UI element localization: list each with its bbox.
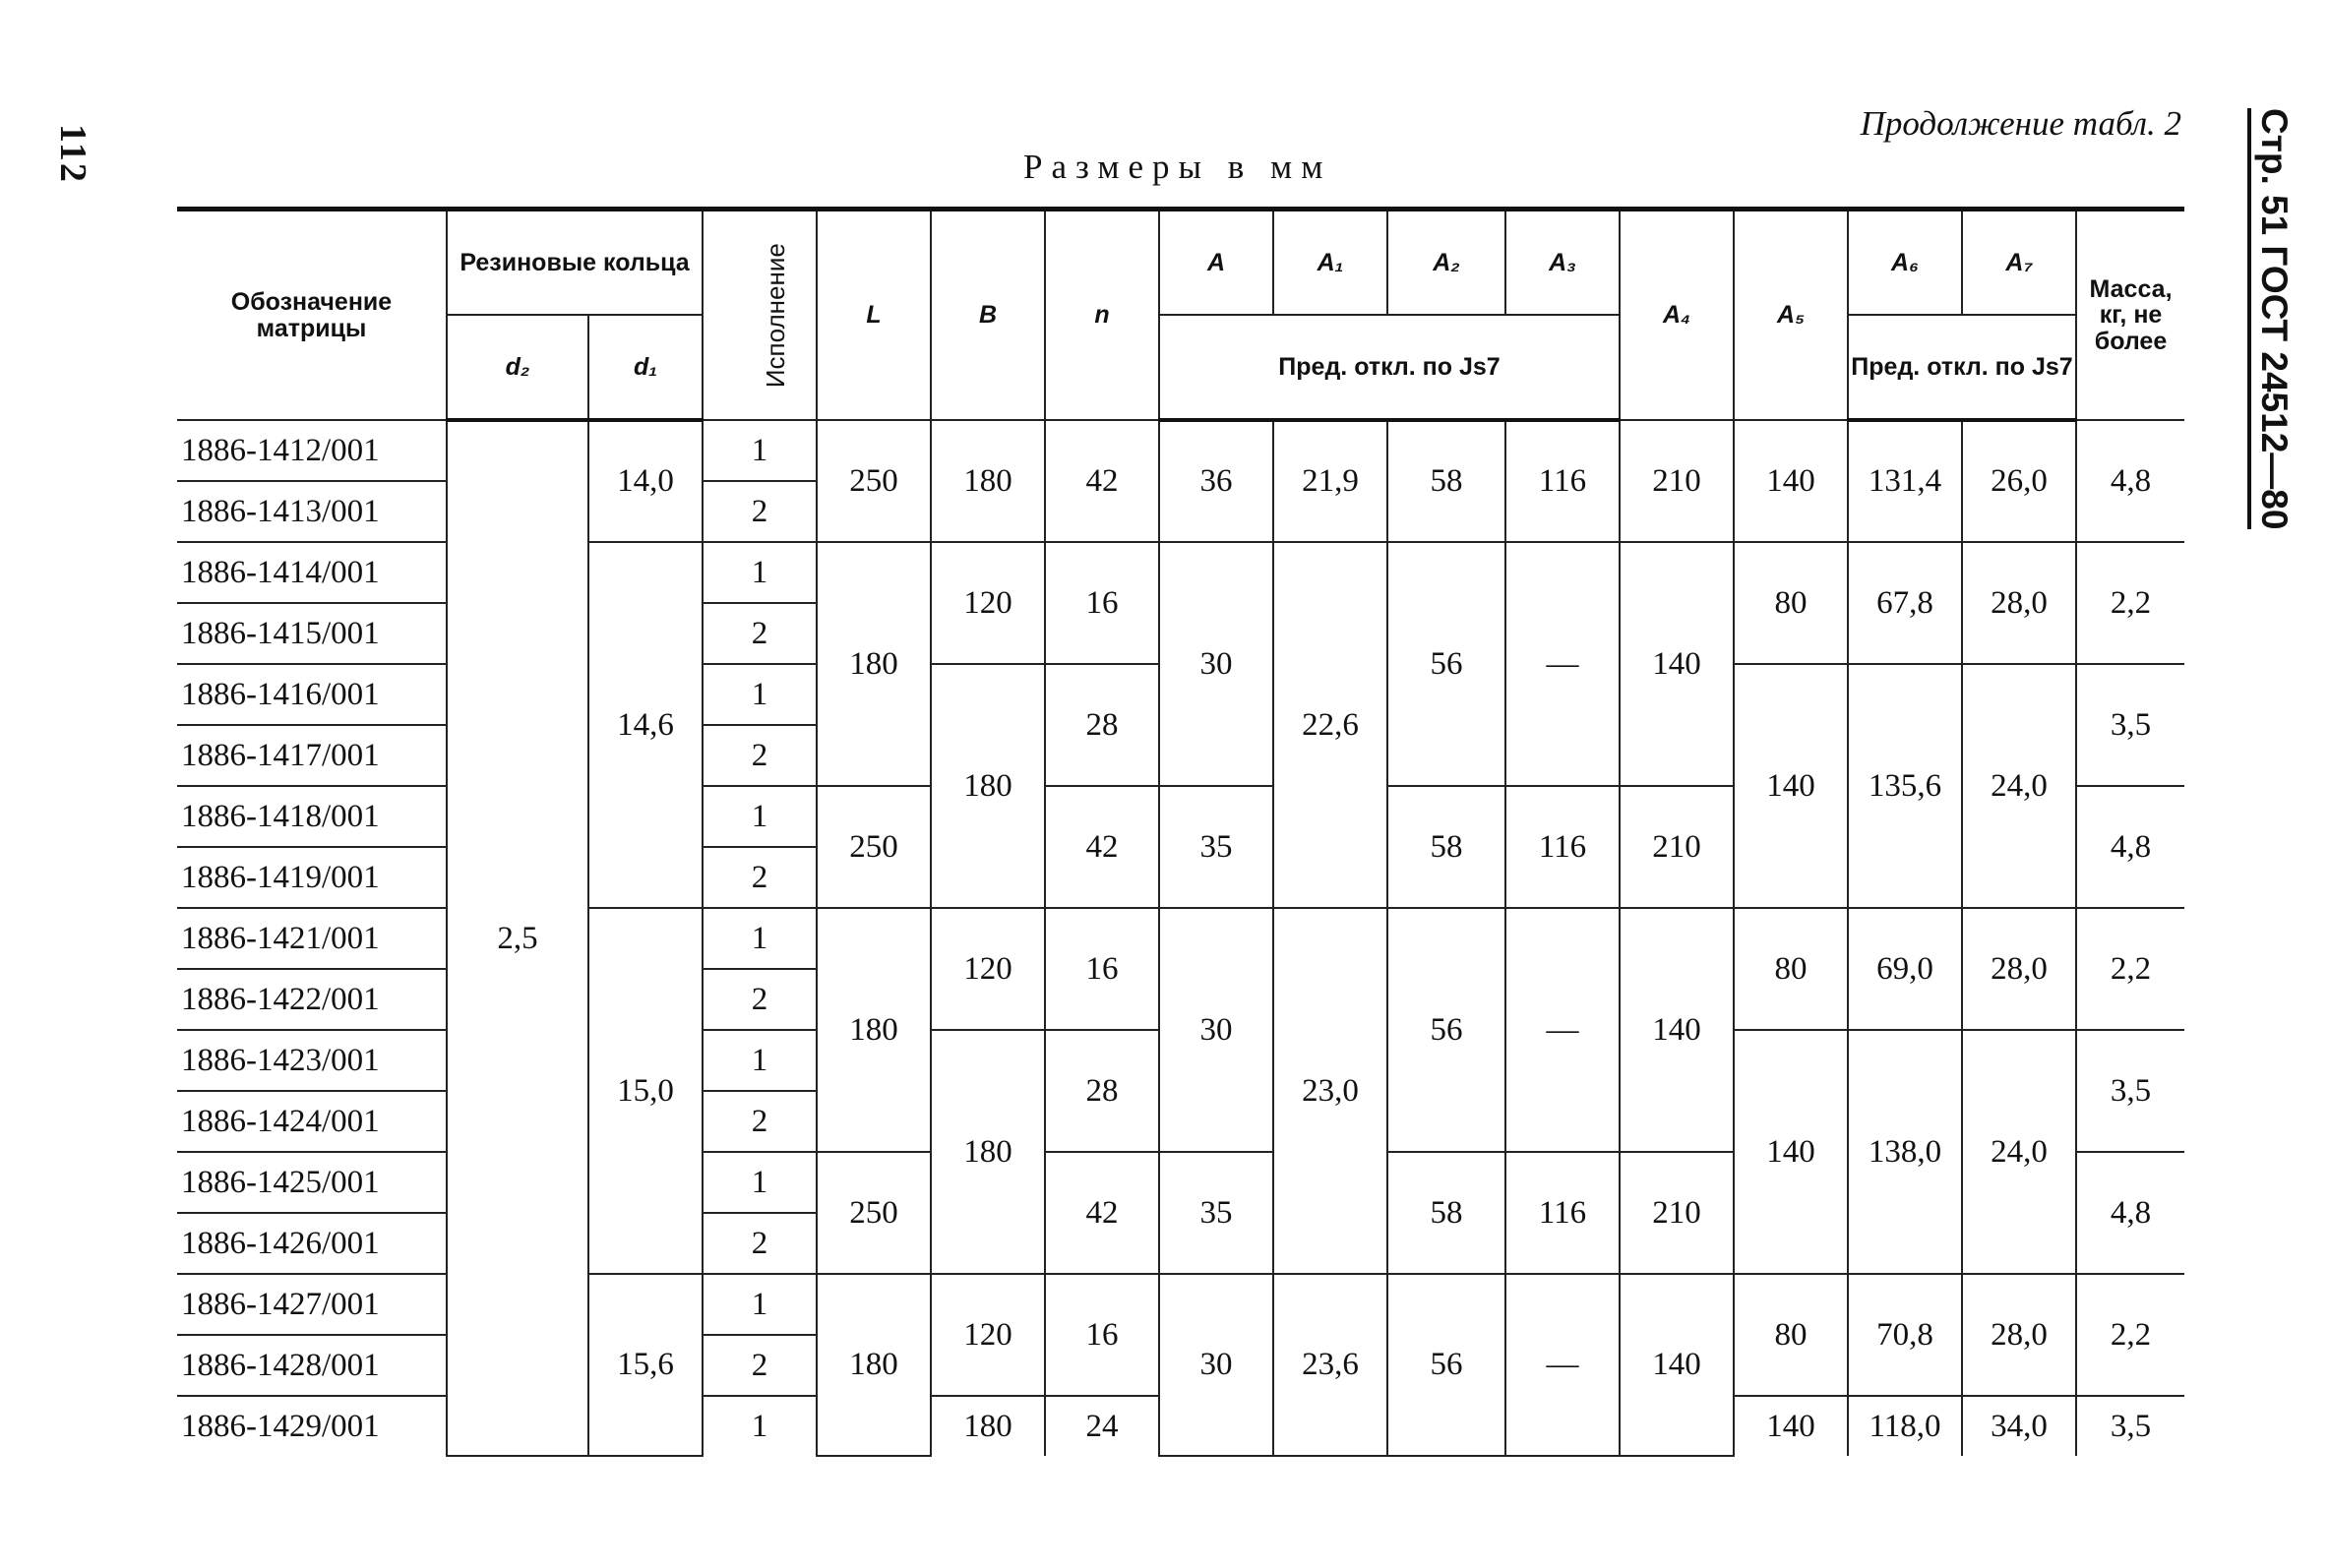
cell-d2: 2,5 xyxy=(447,420,588,1456)
cell-a6: 138,0 xyxy=(1848,1030,1962,1274)
cell-l: 180 xyxy=(817,1274,931,1456)
cell-version: 1 xyxy=(703,908,817,969)
cell-designation: 1886-1414/001 xyxy=(177,542,447,603)
cell-version: 1 xyxy=(703,1152,817,1213)
cell-version: 1 xyxy=(703,420,817,481)
cell-designation: 1886-1429/001 xyxy=(177,1396,447,1456)
cell-version: 2 xyxy=(703,847,817,908)
cell-b: 180 xyxy=(931,420,1045,542)
cell-l: 250 xyxy=(817,786,931,908)
cell-designation: 1886-1413/001 xyxy=(177,481,447,542)
cell-a2: 56 xyxy=(1387,908,1505,1152)
cell-designation: 1886-1427/001 xyxy=(177,1274,447,1335)
cell-b: 120 xyxy=(931,542,1045,664)
cell-a2: 58 xyxy=(1387,420,1505,542)
header-rubber-rings: Резиновые кольца xyxy=(447,210,703,316)
header-d2: d₂ xyxy=(447,315,588,420)
cell-n: 28 xyxy=(1045,664,1159,786)
cell-version: 2 xyxy=(703,725,817,786)
cell-n: 42 xyxy=(1045,1152,1159,1274)
cell-a6: 67,8 xyxy=(1848,542,1962,664)
cell-n: 28 xyxy=(1045,1030,1159,1152)
cell-a5: 80 xyxy=(1734,542,1848,664)
cell-a: 30 xyxy=(1159,1274,1273,1456)
cell-a6: 118,0 xyxy=(1848,1396,1962,1456)
cell-version: 2 xyxy=(703,481,817,542)
cell-a7: 26,0 xyxy=(1962,420,2076,542)
header-A4: A₄ xyxy=(1620,210,1734,421)
cell-a: 35 xyxy=(1159,1152,1273,1274)
cell-designation: 1886-1417/001 xyxy=(177,725,447,786)
cell-a6: 131,4 xyxy=(1848,420,1962,542)
cell-mass: 2,2 xyxy=(2076,542,2184,664)
cell-designation: 1886-1412/001 xyxy=(177,420,447,481)
header-A: A xyxy=(1159,210,1273,316)
cell-a5: 140 xyxy=(1734,1030,1848,1274)
cell-d1: 14,0 xyxy=(588,420,703,542)
cell-a5: 140 xyxy=(1734,664,1848,908)
cell-designation: 1886-1416/001 xyxy=(177,664,447,725)
cell-a4: 210 xyxy=(1620,420,1734,542)
cell-designation: 1886-1421/001 xyxy=(177,908,447,969)
cell-mass: 2,2 xyxy=(2076,908,2184,1030)
cell-designation: 1886-1424/001 xyxy=(177,1091,447,1152)
cell-a5: 80 xyxy=(1734,908,1848,1030)
cell-n: 16 xyxy=(1045,908,1159,1030)
cell-a3: — xyxy=(1505,542,1620,786)
cell-a6: 69,0 xyxy=(1848,908,1962,1030)
cell-a4: 210 xyxy=(1620,1152,1734,1274)
cell-a: 36 xyxy=(1159,420,1273,542)
cell-a2: 58 xyxy=(1387,1152,1505,1274)
cell-mass: 3,5 xyxy=(2076,1396,2184,1456)
cell-version: 2 xyxy=(703,603,817,664)
cell-a5: 140 xyxy=(1734,1396,1848,1456)
cell-a6: 70,8 xyxy=(1848,1274,1962,1396)
cell-mass: 4,8 xyxy=(2076,1152,2184,1274)
cell-d1: 15,0 xyxy=(588,908,703,1274)
cell-b: 180 xyxy=(931,1396,1045,1456)
header-tolerance-a: Пред. откл. по Js7 xyxy=(1159,315,1620,420)
cell-designation: 1886-1422/001 xyxy=(177,969,447,1030)
cell-designation: 1886-1425/001 xyxy=(177,1152,447,1213)
cell-designation: 1886-1419/001 xyxy=(177,847,447,908)
table-body xyxy=(177,420,2184,1456)
cell-a: 35 xyxy=(1159,786,1273,908)
cell-version: 1 xyxy=(703,664,817,725)
cell-mass: 4,8 xyxy=(2076,420,2184,542)
header-A1: A₁ xyxy=(1273,210,1387,316)
cell-b: 180 xyxy=(931,664,1045,908)
cell-a5: 80 xyxy=(1734,1274,1848,1396)
header-A7: A₇ xyxy=(1962,210,2076,316)
cell-a4: 140 xyxy=(1620,542,1734,786)
units-label: Размеры в мм xyxy=(1023,148,1332,186)
cell-a: 30 xyxy=(1159,542,1273,786)
table-row xyxy=(177,420,2184,481)
cell-designation: 1886-1423/001 xyxy=(177,1030,447,1091)
cell-n: 42 xyxy=(1045,786,1159,908)
cell-version: 1 xyxy=(703,786,817,847)
cell-version: 1 xyxy=(703,1030,817,1091)
page-number: 112 xyxy=(52,124,93,184)
cell-version: 2 xyxy=(703,1335,817,1396)
cell-a3: 116 xyxy=(1505,786,1620,908)
cell-a6: 135,6 xyxy=(1848,664,1962,908)
cell-d1: 15,6 xyxy=(588,1274,703,1456)
cell-version: 1 xyxy=(703,542,817,603)
header-designation: Обозначение матрицы xyxy=(177,210,447,421)
cell-l: 180 xyxy=(817,908,931,1152)
cell-n: 16 xyxy=(1045,542,1159,664)
cell-a4: 210 xyxy=(1620,786,1734,908)
header-tolerance-a6: Пред. откл. по Js7 xyxy=(1848,315,2076,420)
header-mass: Масса, кг, не более xyxy=(2076,210,2184,421)
cell-a1: 23,6 xyxy=(1273,1274,1387,1456)
side-header: Стр. 51 ГОСТ 24512—80 xyxy=(2247,108,2295,529)
cell-a3: — xyxy=(1505,908,1620,1152)
cell-version: 2 xyxy=(703,969,817,1030)
cell-l: 250 xyxy=(817,1152,931,1274)
header-A3: A₃ xyxy=(1505,210,1620,316)
cell-a1: 23,0 xyxy=(1273,908,1387,1274)
cell-l: 250 xyxy=(817,420,931,542)
cell-designation: 1886-1428/001 xyxy=(177,1335,447,1396)
cell-b: 180 xyxy=(931,1030,1045,1274)
cell-d1: 14,6 xyxy=(588,542,703,908)
cell-a: 30 xyxy=(1159,908,1273,1152)
cell-a4: 140 xyxy=(1620,908,1734,1152)
cell-n: 16 xyxy=(1045,1274,1159,1396)
cell-version: 2 xyxy=(703,1091,817,1152)
header-n: n xyxy=(1045,210,1159,421)
cell-b: 120 xyxy=(931,908,1045,1030)
header-B: B xyxy=(931,210,1045,421)
header-A6: A₆ xyxy=(1848,210,1962,316)
header-A2: A₂ xyxy=(1387,210,1505,316)
cell-a3: — xyxy=(1505,1274,1620,1456)
cell-a7: 28,0 xyxy=(1962,908,2076,1030)
cell-mass: 3,5 xyxy=(2076,1030,2184,1152)
cell-a2: 56 xyxy=(1387,542,1505,786)
cell-designation: 1886-1415/001 xyxy=(177,603,447,664)
cell-a7: 24,0 xyxy=(1962,1030,2076,1274)
cell-a1: 21,9 xyxy=(1273,420,1387,542)
cell-a7: 34,0 xyxy=(1962,1396,2076,1456)
dimensions-table xyxy=(177,207,2184,1457)
cell-a2: 58 xyxy=(1387,786,1505,908)
cell-mass: 3,5 xyxy=(2076,664,2184,786)
cell-designation: 1886-1426/001 xyxy=(177,1213,447,1274)
cell-a7: 24,0 xyxy=(1962,664,2076,908)
cell-a1: 22,6 xyxy=(1273,542,1387,908)
cell-version: 1 xyxy=(703,1396,817,1456)
cell-mass: 4,8 xyxy=(2076,786,2184,908)
header-L: L xyxy=(817,210,931,421)
cell-designation: 1886-1418/001 xyxy=(177,786,447,847)
continuation-label: Продолжение табл. 2 xyxy=(1860,104,2181,143)
cell-version: 2 xyxy=(703,1213,817,1274)
cell-a7: 28,0 xyxy=(1962,1274,2076,1396)
cell-a3: 116 xyxy=(1505,420,1620,542)
cell-a2: 56 xyxy=(1387,1274,1505,1456)
header-d1: d₁ xyxy=(588,315,703,420)
cell-l: 180 xyxy=(817,542,931,786)
cell-a4: 140 xyxy=(1620,1274,1734,1456)
cell-version: 1 xyxy=(703,1274,817,1335)
header-version xyxy=(703,210,817,421)
cell-n: 24 xyxy=(1045,1396,1159,1456)
cell-a7: 28,0 xyxy=(1962,542,2076,664)
cell-a5: 140 xyxy=(1734,420,1848,542)
cell-b: 120 xyxy=(931,1274,1045,1396)
cell-a3: 116 xyxy=(1505,1152,1620,1274)
cell-n: 42 xyxy=(1045,420,1159,542)
header-A5: A₅ xyxy=(1734,210,1848,421)
cell-mass: 2,2 xyxy=(2076,1274,2184,1396)
header-version-label: Исполнение xyxy=(760,242,790,388)
